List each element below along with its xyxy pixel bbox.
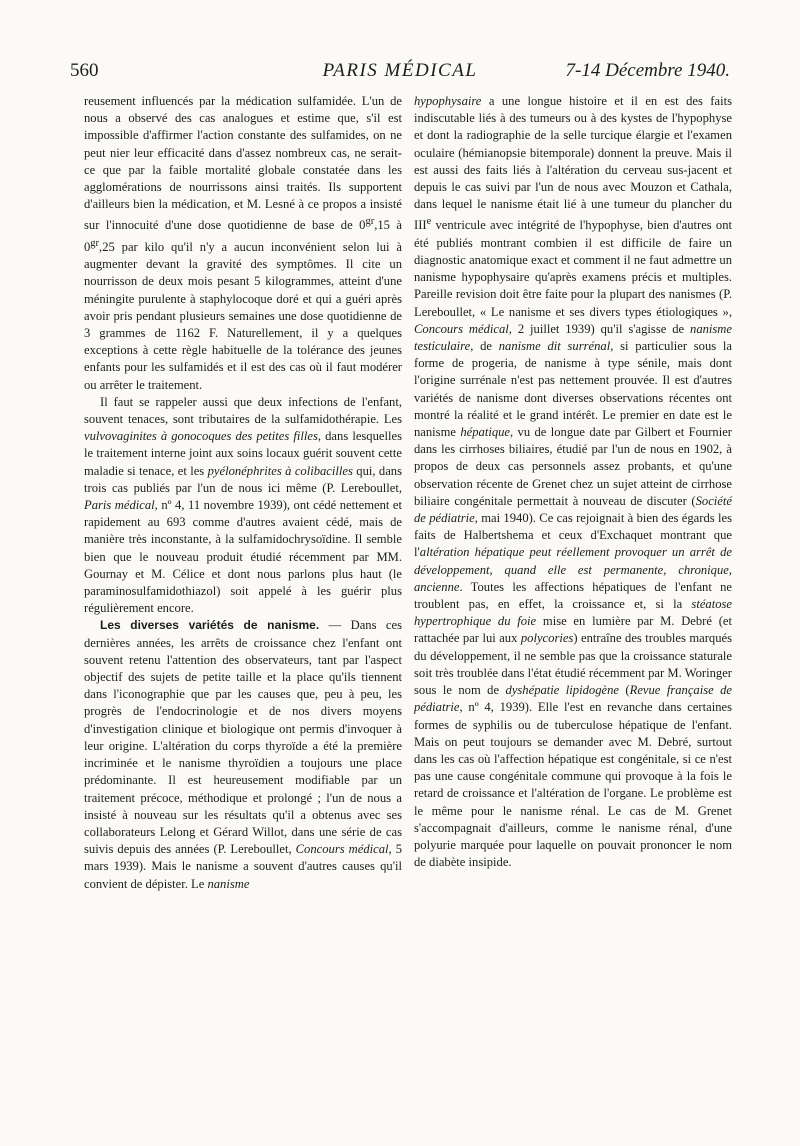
paragraph-infections: Il faut se rappeler aussi que deux infections de l'enfant, souvent tenaces, sont tributaires de la sulfamidothérapie. Les vulvovaginites à gonocoques des petites filles, dans lesquelles le traitement interne joint aux soins locaux guérit souvent cette maladie si tenace, et les pyélonéphrites à colibacilles qui, dans trois cas publiés par l'un de nous ici même (P. Lereboullet, Paris médical, nº 4, 11 novembre 1939), ont cédé nettement et rapidement au 693 comme d'autres avaient cédé, mais de manière très inconstante, à la sulfamidochrysoïdine. Il semble bien que le nouveau produit étudié récemment par MM. Gournay et M. Célice et dont nous parlons plus haut (le paraminosulfamidothiazol) soit appelé à les guérir plus régulièrement encore. [84,394,402,616]
paragraph-nanisme: Les diverses variétés de nanisme. — Dans ces dernières années, les arrêts de croissance chez l'enfant ont souvent retenu l'attention des observateurs, tant par l'aspect objectif des sujets de petite taille et la place qu'ils tiennent dans l'iconographie que par les causes que, peu à peu, les progrès de l'endocrinologie et de nos divers moyens d'investigation clinique et biologique ont permis d'invoquer à leur origine. L'altération du corps thyroïde a été la première incriminée et le nanisme thyroïdien a toujours une place prédominante. Il est heureusement modifiable par un traitement précoce, méthodique et prolongé ; l'un de nous a insisté à nouveau sur les résultats qu'il a obtenus avec ses collaborateurs Lelong et Gérard Willot, dans une série de cas suivis depuis des années (P. Lereboullet, Concours médical, 5 mars 1939). Mais le nanisme a souvent d'autres causes qu'il convient de dépister. Le nanisme [84,618,403,891]
paragraph-hypophysaire: hypophysaire a une longue histoire et il en est des faits indiscutable liés à des tumeurs ou à des kystes de l'hypophyse et dont la radiographie de la selle turcique élargie et l'examen oculaire (hémianopsie bitemporale) donnent la preuve. Mais il est aussi des faits liés à l'altération du cerveau sus-jacent et depuis le cas suivi par l'un de nous avec Mouzon et Cathala, dans lequel le nanisme était lié à une tumeur du plancher du IIIe ventricule avec intégrité de l'hypophyse, bien d'autres ont été publiés montrant combien il est difficile de faire un diagnostic anatomique exact et comment il ne faut admettre un nanisme hypophysaire qu'après examens précis et multiples. Pareille revision doit être faite pour la plupart des nanismes (P. Lereboullet, « Le nanisme et ses divers types étiologiques », Concours médical, 2 juillet 1939) qu'il s'agisse de nanisme testiculaire, de nanisme dit surrénal, si particulier sous la forme de progeria, de nanisme à type sénile, mais dont l'origine surrénale n'est pas nettement prouvée. Il est d'autres variétés de nanisme dont diverses observations récentes ont montré la réalité et le grand intérêt. Le premier en date est le nanisme hépatique, vu de longue date par Gilbert et Fournier dans les cirrhoses biliaires, étudié par l'un de nous en 1902, à propos de deux cas personnels assez probants, et qu'une observation récente de Grenet chez un sujet atteint de cirrhose biliaire congénitale permettait à nouveau de discuter (Société de pédiatrie, mai 1940). Ce cas rejoignait à bien des égards les faits de Halbertshema et ceux d'Exchaquet montrant que l'altération hépatique peut réellement provoquer un arrêt de développement, quand elle est permanente, chronique, ancienne. Toutes les affections hépatiques de l'enfant ne troublent pas, en effet, la croissance et, si la stéatose hypertrophique du foie mise en lumière par M. Debré (et rattachée par lui aux polycories) entraîne des troubles marqués du développement, il ne semble pas que la croissance staturale soit très troublée dans l'état étudié récemment par M. Woringer sous le nom de dyshépatie lipidogène (Revue française de pédiatrie, nº 4, 1939). Elle l'est en revanche dans certaines formes de syphilis ou de tuberculose hépatique de l'enfant. Mais on peut toujours se demander avec M. Debré, surtout dans les cas où l'affection hépatique est congénitale, si ce n'est pas une cause congénitale commune qui provoque à la fois le retard de croissance et l'altération de l'organe. Le problème est le même pour le nanisme rénal. Le cas de M. Grenet s'accompagnait d'ailleurs, comme le nanisme rénal, d'une polyurie marquée pour laquelle on pouvait prononcer le nom de diabète insipide. [414,94,733,870]
left-column [84,93,402,893]
page-number: 560 [70,60,99,81]
section-heading: Les diverses variétés de nanisme. [100,618,320,633]
right-column [414,93,732,871]
journal-title: PARIS MÉDICAL [322,60,478,81]
issue-date: 7-14 Décembre 1940. [565,60,730,81]
running-header [70,60,730,86]
paragraph-sulfamides: reusement influencés par la médication sulfamidée. L'un de nous a observé des cas analogues et estime que, s'il est impossible d'affirmer l'action constante des sulfamides, on ne peut nier leur efficacité dans d'assez nombreux cas, ne serait-ce que par la faible mortalité globale constatée dans les agglomérations de nourrissons ainsi traités. Ils supportent d'ailleurs bien la médication, et M. Lesné à ce propos a insisté sur l'innocuité d'une dose quotidienne de base de $0^{gr},15$ à $0^{gr},25$ par kilo qu'il n'y a aucun inconvénient selon lui à augmenter devant la gravité des symptômes. Il cite un nourrisson de deux mois pesant 5 kilogrammes, atteint d'une méningite purulente à staphylocoque doré et qui a guéri après avoir pris pendant plusieurs semaines une dose quotidienne de 3 grammes de 1162 F. Naturellement, il y a quelques exceptions à cette règle habituelle de la tolérance des jeunes enfants pour les sulfamidés et il est des cas où il faut modérer ou arrêter le traitement. [84,94,402,392]
